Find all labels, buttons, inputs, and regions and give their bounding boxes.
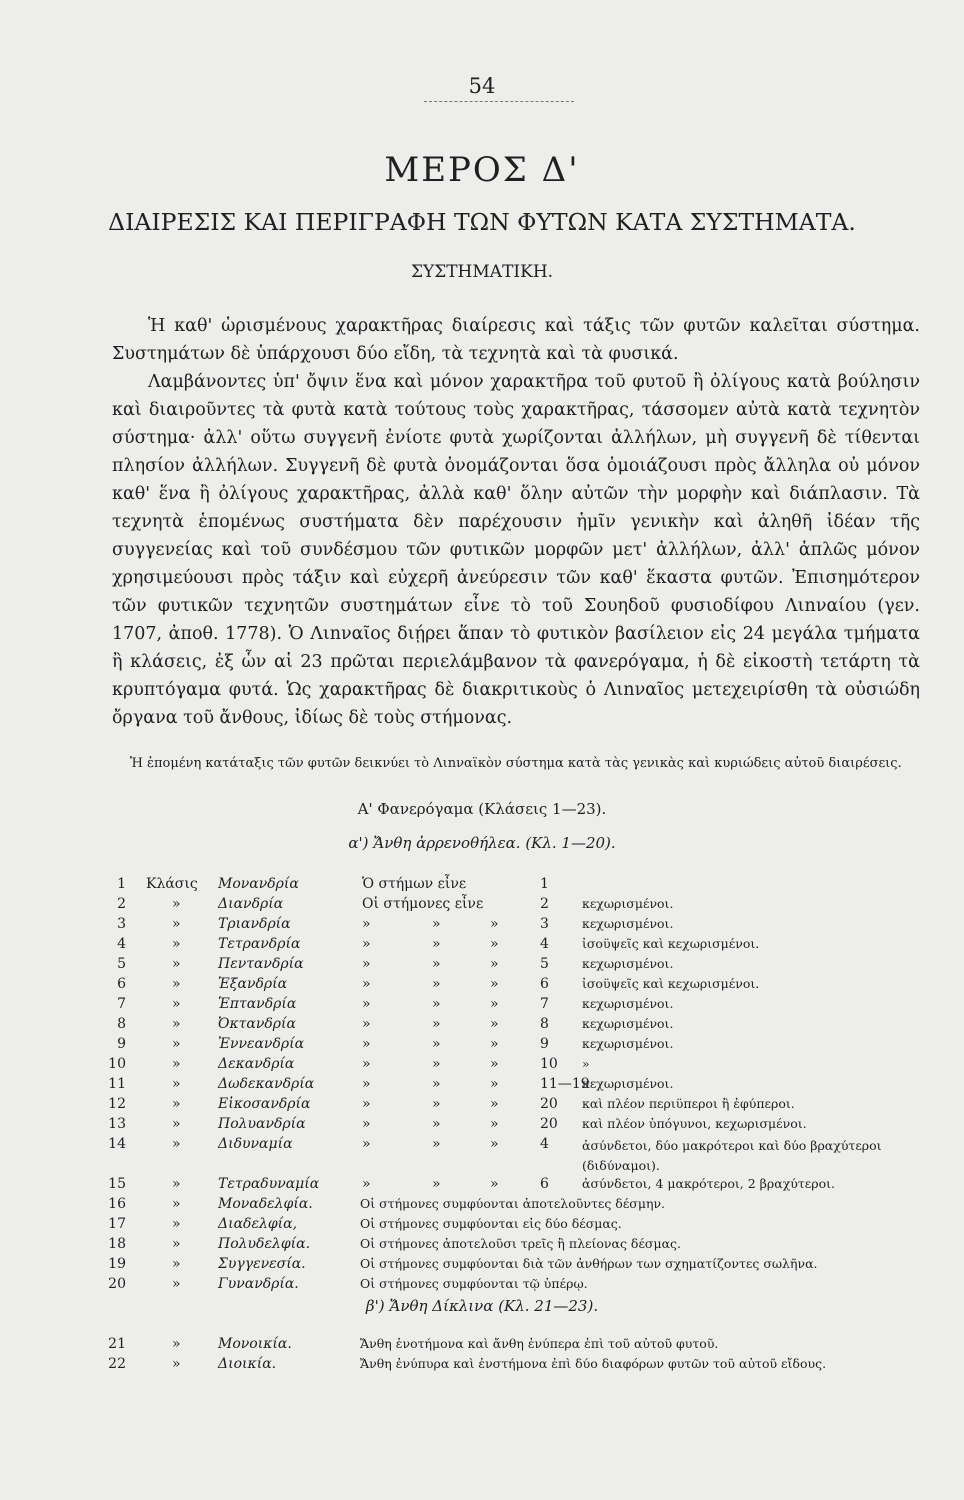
ditto-mark: » — [432, 1036, 441, 1052]
stamen-count: 3 — [540, 916, 549, 932]
ditto-mark: » — [490, 936, 499, 952]
ornamental-rule — [424, 101, 574, 102]
class-number: 8 — [117, 1016, 126, 1032]
class-number: 2 — [117, 896, 126, 912]
class-number: 3 — [117, 916, 126, 932]
class-row — [0, 1096, 964, 1116]
class-number: 20 — [108, 1276, 126, 1292]
ditto-mark: » — [172, 1336, 181, 1352]
table-intro-note: Ἡ ἑπομένη κατάταξις τῶν φυτῶν δεικνύει τὸ Λιnναϊκὸν σύστημα κατὰ τὰς γενικὰς καὶ κυριώδεις αὐτοῦ διαιρέσεις. — [130, 756, 902, 771]
ditto-mark: » — [172, 1096, 181, 1112]
stamen-count: 4 — [540, 936, 549, 952]
class-description: Ἄνθη ἑνοτήμονα καὶ ἄνθη ἐνύπερα ἐπὶ τοῦ αὐτοῦ φυτοῦ. — [360, 1336, 719, 1351]
class-number: 16 — [108, 1196, 126, 1212]
class-name: Πολυδελφία. — [218, 1236, 311, 1252]
class-row — [0, 996, 964, 1016]
class-name: Συγγενεσία. — [218, 1256, 306, 1272]
class-label: Κλάσις — [146, 876, 198, 892]
ditto-mark: » — [432, 1136, 441, 1152]
stamen-count: 5 — [540, 956, 549, 972]
class-name: Μοναδελφία. — [218, 1196, 313, 1212]
class-name: Μονοικία. — [218, 1336, 292, 1352]
class-description: κεχωρισμένοι. — [582, 916, 674, 931]
class-row — [0, 916, 964, 936]
class-description: Οἱ στήμονες συμφύονται εἰς δύο δέσμας. — [360, 1216, 622, 1231]
ditto-mark: » — [432, 1116, 441, 1132]
ditto-mark: » — [172, 1196, 181, 1212]
class-number: 21 — [108, 1336, 126, 1352]
class-name: Διδυναμία — [218, 1136, 293, 1152]
stamen-count: 8 — [540, 1016, 549, 1032]
class-description: ἰσοϋψεῖς καὶ κεχωρισμένοι. — [582, 976, 760, 991]
class-row — [0, 1116, 964, 1136]
ditto-mark: » — [172, 1076, 181, 1092]
section-title: ΔΙΑΙΡΕΣΙΣ ΚΑΙ ΠΕΡΙΓΡΑΦΗ ΤΩΝ ΦΥΤΩΝ ΚΑΤΑ ΣΥΣΤΗΜΑΤΑ. — [108, 208, 856, 236]
class-description: » — [582, 1056, 590, 1071]
class-number: 9 — [117, 1036, 126, 1052]
class-row — [0, 1336, 964, 1356]
class-row — [0, 1356, 964, 1376]
class-row — [0, 1176, 964, 1196]
paragraph-linnaeus: Λαμβάνοντες ὑπ' ὄψιν ἕνα καὶ μόνον χαρακτῆρα τοῦ φυτοῦ ἢ ὀλίγους κατὰ βούλησιν καὶ διαιροῦντες τὰ φυτὰ κατὰ τούτους τοὺς χαρακτῆρας, τάσσομεν αὐτὰ κατὰ τεχνητὸν σύστημα· ἀλλ' οὕτω συγγενῆ ἐνίοτε φυτὰ χωρίζονται ἀλλήλων, μὴ συγγενῆ δὲ τίθενται πλησίον ἀλλήλων. Συγγενῆ δὲ φυτὰ ὀνομάζονται ὅσα ὁμοιάζουσι πρὸς ἄλληλα οὐ μόνον καθ' ἕνα ἢ ὀλίγους χαρακτῆρας, ἀλλὰ καθ' ὅλην αὐτῶν τὴν μορφὴν καὶ διάπλασιν. Τὰ τεχνητὰ ἑπομένως συστήματα δὲν παρέχουσιν ἡμῖν γενικὴν καὶ ἀληθῆ ἰδέαν τῆς συγγενείας καὶ τοῦ συνδέσμου τῶν φυτικῶν μορφῶν μετ' ἀλλήλων, ἀλλ' ἁπλῶς μόνον χρησιμεύουσι πρὸς τάξιν καὶ εὐχερῆ ἀνεύρεσιν τῶν καθ' ἕκαστα φυτῶν. Ἐπισημότερον τῶν φυτικῶν τεχνητῶν συστημάτων εἶνε τὸ τοῦ Σουηδοῦ φυσιοδίφου Λιnναίου (γεν. 1707, ἀποθ. 1778). Ὁ Λιnναῖος διῄρει ἅπαν τὸ φυτικὸν βασίλειον εἰς 24 μεγάλα τμήματα ἢ κλάσεις, ἐξ ὧν αἱ 23 πρῶται περιελάμβανον τὰ φανερόγαμα, ἡ δὲ εἰκοστὴ τετάρτη τὰ κρυπτόγαμα φυτά. Ὡς χαρακτῆρας δὲ διακριτικοὺς ὁ Λιnναῖος μετεχειρίσθη τὰ οὐσιώδη ὄργανα τοῦ ἄνθους, ἰδίως δὲ τοὺς στήμονας. — [112, 372, 920, 728]
ditto-mark: » — [490, 1176, 499, 1192]
stamen-count: 6 — [540, 1176, 549, 1192]
stamen-phrase: » — [362, 916, 371, 932]
class-name: Διαδελφία, — [218, 1216, 298, 1232]
class-description: Οἱ στήμονες συμφύονται ἀποτελοῦντες δέσμην. — [360, 1196, 666, 1211]
class-row — [0, 1256, 964, 1276]
class-number: 11 — [108, 1076, 126, 1092]
class-number: 15 — [108, 1176, 126, 1192]
class-row — [0, 1016, 964, 1036]
class-number: 13 — [108, 1116, 126, 1132]
stamen-count: 9 — [540, 1036, 549, 1052]
class-description: Οἱ στήμονες συμφύονται διὰ τῶν ἀνθήρων των σχηματίζοντες σωλῆνα. — [360, 1256, 818, 1271]
ditto-mark: » — [432, 1056, 441, 1072]
ditto-mark: » — [172, 956, 181, 972]
ditto-mark: » — [490, 976, 499, 992]
class-name: Τετραδυναμία — [218, 1176, 320, 1192]
page-number: 54 — [468, 74, 496, 98]
class-name: Πολυανδρία — [218, 1116, 306, 1132]
ditto-mark: » — [490, 1016, 499, 1032]
stamen-phrase: » — [362, 1036, 371, 1052]
ditto-mark: » — [172, 1016, 181, 1032]
class-number: 1 — [117, 876, 126, 892]
class-name: Διανδρία — [218, 896, 284, 912]
stamen-phrase: » — [362, 1116, 371, 1132]
ditto-mark: » — [432, 1176, 441, 1192]
ditto-mark: » — [432, 1076, 441, 1092]
class-name: Διοικία. — [218, 1356, 277, 1372]
class-number: 5 — [117, 956, 126, 972]
stamen-phrase: » — [362, 1136, 371, 1152]
class-name: Ἑξανδρία — [218, 976, 288, 992]
stamen-count: 10 — [540, 1056, 558, 1072]
class-description: κεχωρισμένοι. — [582, 1016, 674, 1031]
class-description: κεχωρισμένοι. — [582, 1036, 674, 1051]
class-number: 17 — [108, 1216, 126, 1232]
stamen-count: 20 — [540, 1116, 558, 1132]
class-name: Πεντανδρία — [218, 956, 304, 972]
class-description: ἰσοϋψεῖς καὶ κεχωρισμένοι. — [582, 936, 760, 951]
class-row — [0, 896, 964, 916]
ditto-mark: » — [432, 956, 441, 972]
class-description: κεχωρισμένοι. — [582, 956, 674, 971]
stamen-count: 7 — [540, 996, 549, 1012]
stamen-count: 11—19 — [540, 1076, 590, 1092]
class-description: Οἱ στήμονες συμφύονται τῷ ὑπέρῳ. — [360, 1276, 588, 1291]
ditto-mark: » — [172, 1216, 181, 1232]
stamen-count: 1 — [540, 876, 549, 892]
class-number: 12 — [108, 1096, 126, 1112]
class-description: ἀσύνδετοι, δύο μακρότεροι καὶ δύο βραχύτεροι (διδύναμοι). — [582, 1138, 882, 1173]
ditto-mark: » — [490, 916, 499, 932]
ditto-mark: » — [490, 956, 499, 972]
class-row — [0, 1216, 964, 1236]
class-description: καὶ πλέον περιϋπεροι ἢ ἐφύπεροι. — [582, 1096, 795, 1111]
ditto-mark: » — [172, 1116, 181, 1132]
ditto-mark: » — [490, 1116, 499, 1132]
ditto-mark: » — [172, 936, 181, 952]
class-name: Δωδεκανδρία — [218, 1076, 315, 1092]
ditto-mark: » — [172, 976, 181, 992]
class-name: Τριανδρία — [218, 916, 291, 932]
ditto-mark: » — [490, 1076, 499, 1092]
ditto-mark: » — [172, 896, 181, 912]
class-row — [0, 1056, 964, 1076]
stamen-phrase: Οἱ στήμονες εἶνε — [362, 896, 484, 912]
ditto-mark: » — [172, 996, 181, 1012]
ditto-mark: » — [432, 996, 441, 1012]
class-row — [0, 1136, 964, 1173]
class-row — [0, 976, 964, 996]
ditto-mark: » — [432, 976, 441, 992]
class-row — [0, 1036, 964, 1056]
stamen-phrase: » — [362, 1016, 371, 1032]
class-number: 10 — [108, 1056, 126, 1072]
class-row — [0, 956, 964, 976]
class-name: Δεκανδρία — [218, 1056, 295, 1072]
intro-text — [112, 312, 920, 732]
ditto-mark: » — [172, 916, 181, 932]
ditto-mark: » — [432, 1096, 441, 1112]
ditto-mark: » — [172, 1236, 181, 1252]
class-name: Μονανδρία — [218, 876, 299, 892]
ditto-mark: » — [490, 1056, 499, 1072]
stamen-phrase: » — [362, 976, 371, 992]
class-name: Γυνανδρία. — [218, 1276, 299, 1292]
class-description: Οἱ στήμονες ἀποτελοῦσι τρεῖς ἢ πλείονας δέσμας. — [360, 1236, 681, 1251]
class-row — [0, 1236, 964, 1256]
class-row — [0, 876, 964, 896]
stamen-phrase: » — [362, 1096, 371, 1112]
stamen-count: 2 — [540, 896, 549, 912]
part-title: ΜΕΡΟΣ Δ' — [384, 150, 580, 190]
class-number: 4 — [117, 936, 126, 952]
ditto-mark: » — [172, 1256, 181, 1272]
class-description: κεχωρισμένοι. — [582, 896, 674, 911]
stamen-phrase: Ὁ στήμων εἶνε — [362, 876, 467, 892]
class-name: Εἰκοσανδρία — [218, 1096, 311, 1112]
ditto-mark: » — [490, 1136, 499, 1152]
ditto-mark: » — [172, 1056, 181, 1072]
class-row — [0, 1276, 964, 1296]
class-description: καὶ πλέον ὑπόγυνοι, κεχωρισμένοι. — [582, 1116, 807, 1131]
stamen-phrase: » — [362, 956, 371, 972]
class-number: 22 — [108, 1356, 126, 1372]
class-name: Τετρανδρία — [218, 936, 301, 952]
class-number: 18 — [108, 1236, 126, 1252]
stamen-count: 6 — [540, 976, 549, 992]
class-number: 14 — [108, 1136, 126, 1152]
ditto-mark: » — [172, 1176, 181, 1192]
class-row — [0, 936, 964, 956]
stamen-count: 4 — [540, 1136, 549, 1152]
ditto-mark: » — [172, 1356, 181, 1372]
stamen-phrase: » — [362, 1076, 371, 1092]
stamen-count: 20 — [540, 1096, 558, 1112]
phanerogam-heading: Α' Φανερόγαμα (Κλάσεις 1—23). — [357, 800, 607, 818]
class-row — [0, 1196, 964, 1216]
stamen-phrase: » — [362, 996, 371, 1012]
ditto-mark: » — [490, 1036, 499, 1052]
class-name: Ἑπτανδρία — [218, 996, 297, 1012]
class-description: Ἄνθη ἐνύπυρα καὶ ἐνστήμονα ἐπὶ δύο διαφόρων φυτῶν τοῦ αὐτοῦ εἴδους. — [360, 1356, 827, 1371]
class-name: Ἐννεανδρία — [218, 1036, 305, 1052]
class-number: 6 — [117, 976, 126, 992]
class-description: ἀσύνδετοι, 4 μακρότεροι, 2 βραχύτεροι. — [582, 1176, 836, 1191]
ditto-mark: » — [172, 1276, 181, 1292]
ditto-mark: » — [490, 996, 499, 1012]
stamen-phrase: » — [362, 936, 371, 952]
class-description: κεχωρισμένοι. — [582, 996, 674, 1011]
ditto-mark: » — [432, 1016, 441, 1032]
paragraph-definition: Ἡ καθ' ὡρισμένους χαρακτῆρας διαίρεσις καὶ τάξις τῶν φυτῶν καλεῖται σύστημα. Συστημάτων δὲ ὑπάρχουσι δύο εἴδη, τὰ τεχνητὰ καὶ τὰ φυσικά. — [112, 316, 920, 364]
stamen-phrase: » — [362, 1176, 371, 1192]
class-number: 7 — [117, 996, 126, 1012]
ditto-mark: » — [490, 1096, 499, 1112]
ditto-mark: » — [172, 1036, 181, 1052]
class-number: 19 — [108, 1256, 126, 1272]
class-description: κεχωρισμένοι. — [582, 1076, 674, 1091]
class-row — [0, 1076, 964, 1096]
subsection-title: ΣΥΣΤΗΜΑΤΙΚΗ. — [410, 262, 554, 282]
diclinous-heading: β') Ἄνθη Δίκλινα (Κλ. 21—23). — [365, 1297, 599, 1315]
ditto-mark: » — [432, 936, 441, 952]
ditto-mark: » — [172, 1136, 181, 1152]
ditto-mark: » — [432, 916, 441, 932]
hermaphrodite-heading: α') Ἄνθη ἀρρενοθήλεα. (Κλ. 1—20). — [348, 834, 616, 852]
stamen-phrase: » — [362, 1056, 371, 1072]
class-name: Ὀκτανδρία — [218, 1016, 296, 1032]
